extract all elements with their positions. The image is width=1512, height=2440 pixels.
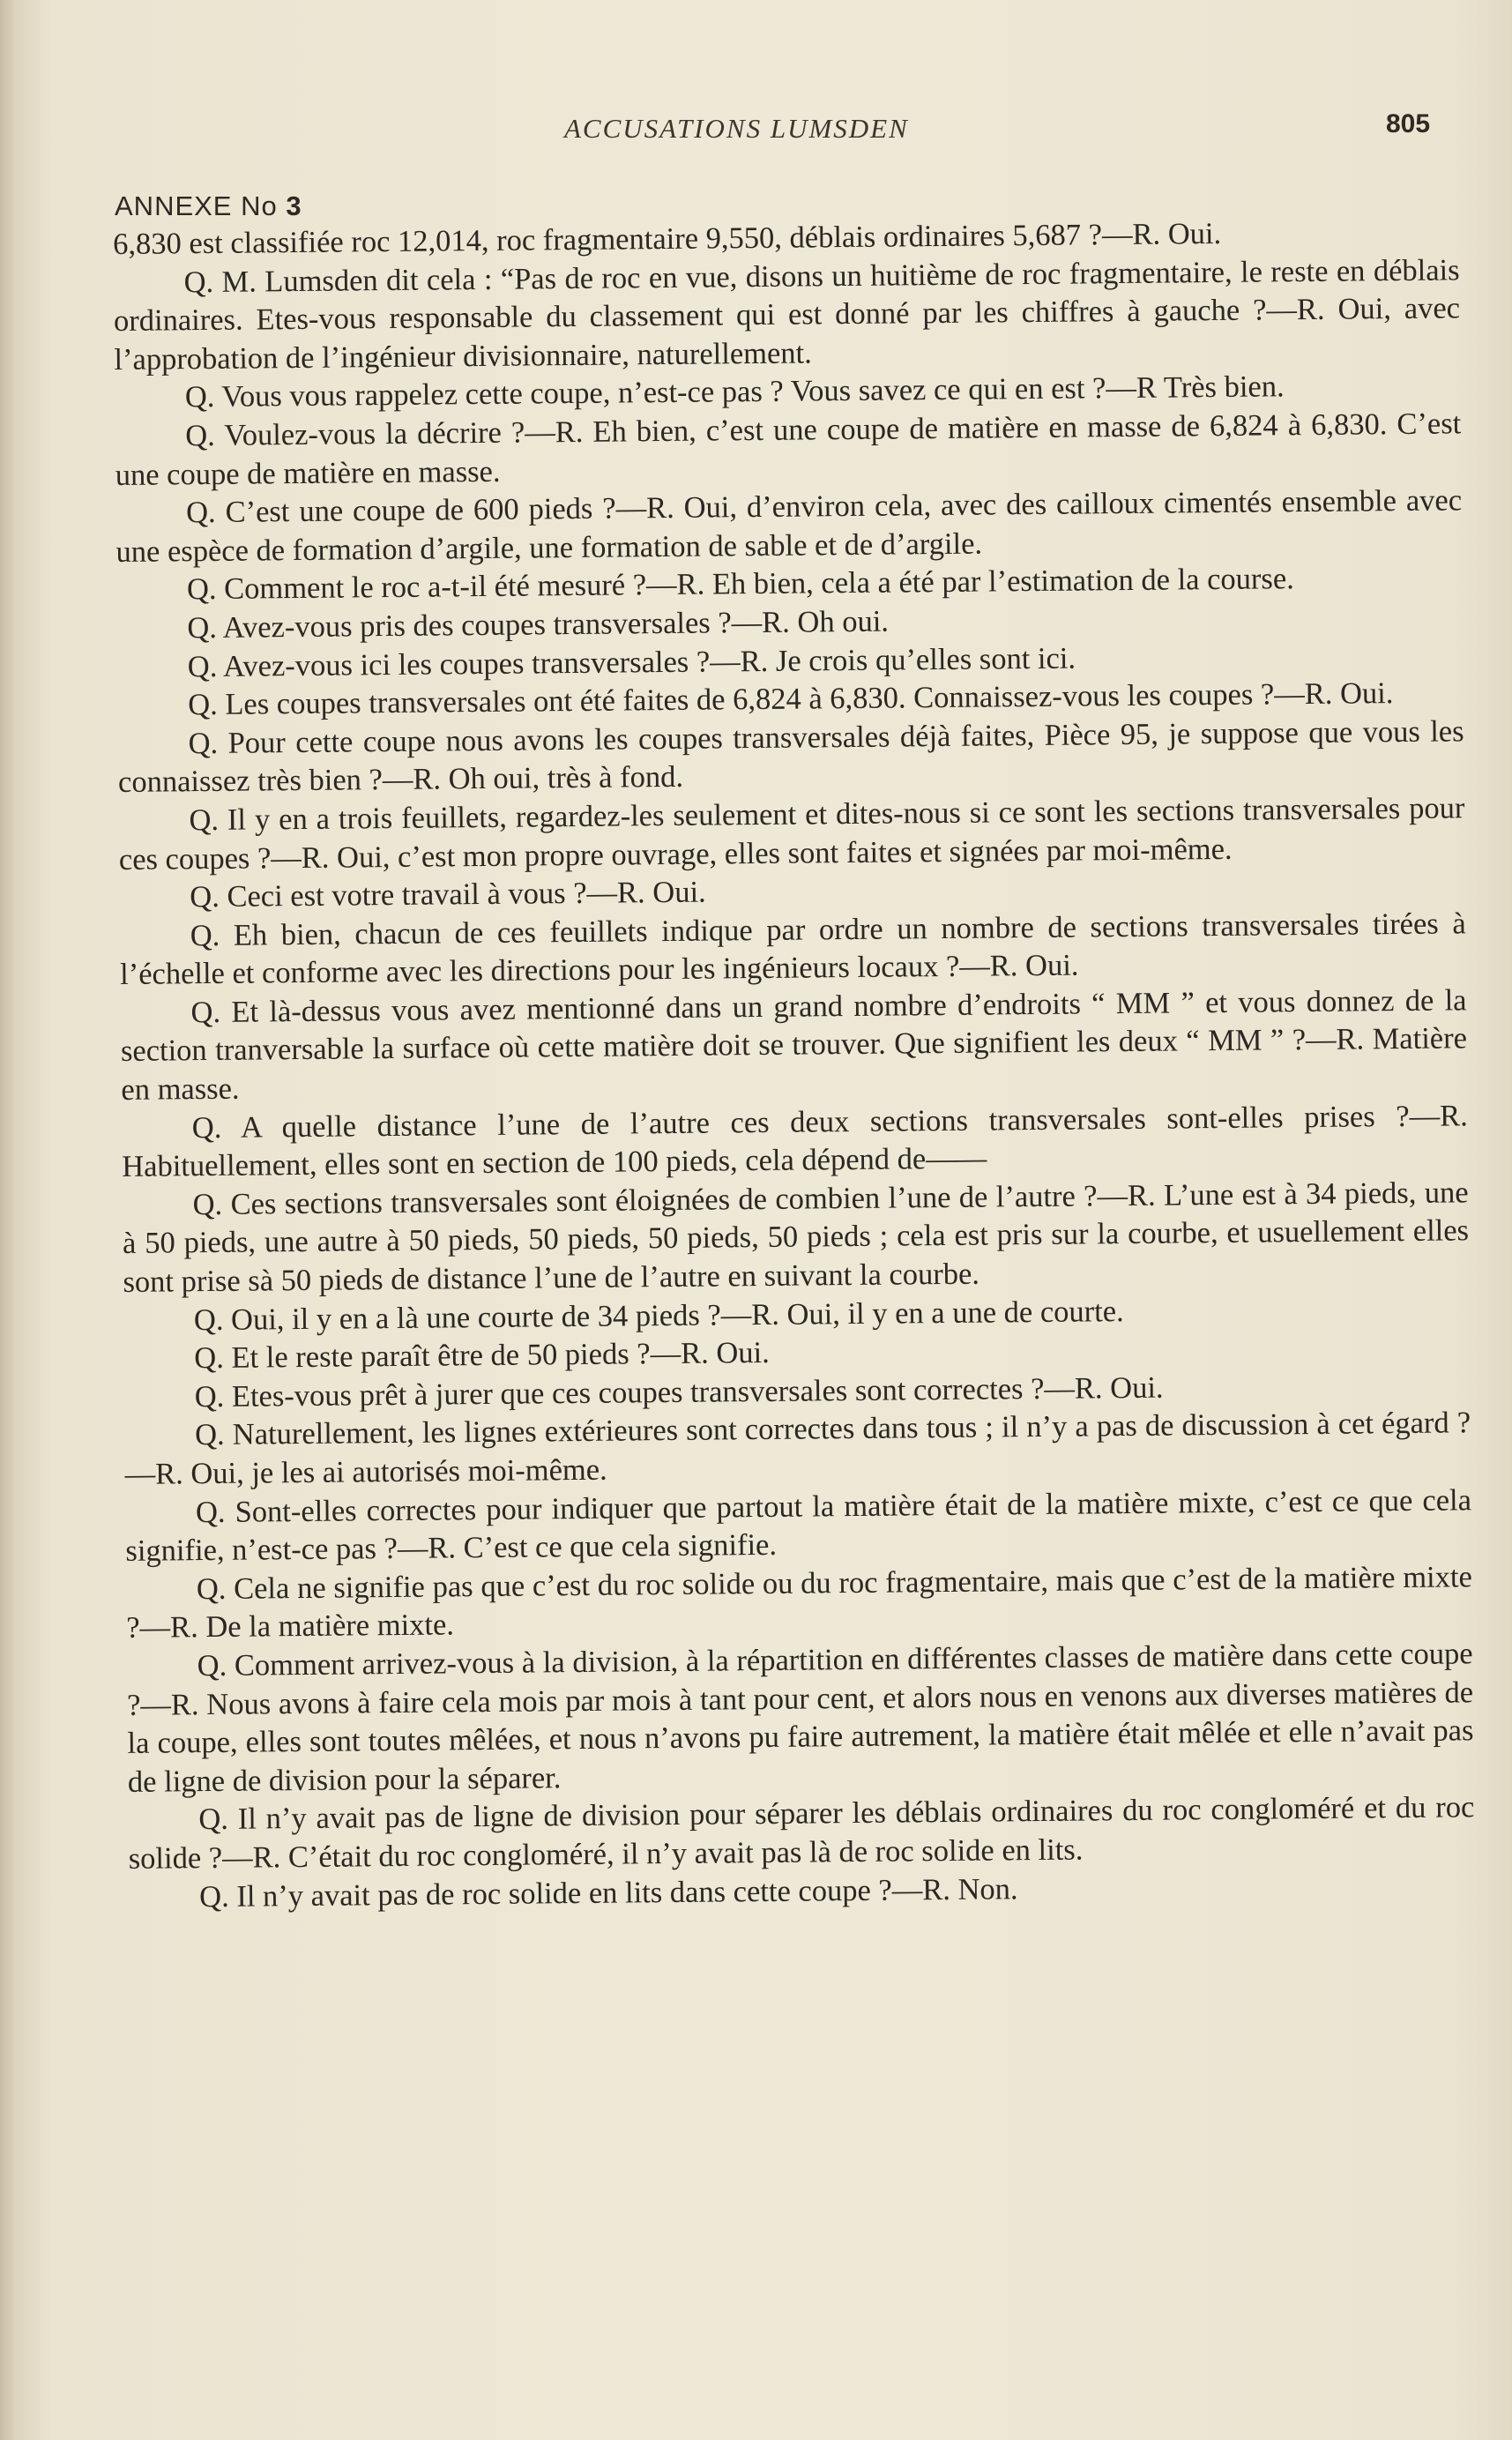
paragraph-question: Q. Ces sections transversales sont éloignées de combien l’une de l’autre ?—R. L’une est à 34 pieds, une à 50 pieds, une autre à 50 pieds, 50 pieds, 50 pieds, 50 pieds ; cela est pris sur la courbe, et usuellement elles sont prise sà 50 pieds de distance l’une de l’autre en suivant la courbe. [122, 1175, 1470, 1299]
annex-heading [115, 190, 302, 222]
paragraph-question: Q. M. Lumsden dit cela : “Pas de roc en vue, disons un huitième de roc fragmentaire, le reste en déblais ordinaires. Etes-vous responsable du classement qui est donné par les chiffres à gauche ?—R. Oui, avec l’approbation de l’ingénieur divisionnaire, naturellement. [113, 252, 1461, 377]
paragraph-question: Q. Il n’y avait pas de roc solide en lits dans cette coupe ?—R. Non. [199, 1871, 1018, 1914]
paragraph-question: Q. Pour cette coupe nous avons les coupes transversales déjà faites, Pièce 95, je suppose que vous les connaissez très bien ?—R. Oh oui, très à fond. [117, 714, 1464, 800]
paragraph-question: Q. Etes-vous prêt à jurer que ces coupes transversales sont correctes ?—R. Oui. [194, 1370, 1164, 1414]
paragraph-question: Q. Il y en a trois feuillets, regardez-les seulement et dites-nous si ce sont les sections transversales pour ces coupes ?—R. Oui, c’est mon propre ouvrage, elles sont faites et signées par moi-même. [118, 791, 1465, 877]
paragraph-question: Q. Les coupes transversales ont été faites de 6,824 à 6,830. Connaissez-vous les coupes ?—R. Oui. [188, 676, 1394, 722]
paragraph-question: Q. Il n’y avait pas de ligne de division pour séparer les déblais ordinaires du roc congloméré et du roc solide ?—R. C’était du roc congloméré, il n’y avait pas là de roc solide en lits. [128, 1790, 1475, 1876]
paragraph-question: Q. Ceci est votre travail à vous ?—R. Oui. [190, 875, 706, 914]
paragraph-question: Q. Vous vous rappelez cette coupe, n’est-ce pas ? Vous savez ce qui en est ?—R Très bien. [184, 369, 1285, 414]
paragraph-question: Q. Naturellement, les lignes extérieures sont correctes dans tous ; il n’y a pas de discussion à cet égard ?—R. Oui, je les ai autorisés moi-même. [124, 1406, 1471, 1491]
paragraph-question: Q. C’est une coupe de 600 pieds ?—R. Oui, d’environ cela, avec des cailloux cimentés ensemble avec une espèce de formation d’argile, une formation de sable et de d’argile. [115, 483, 1463, 569]
paragraph-question: Q. Cela ne signifie pas que c’est du roc solide ou du roc fragmentaire, mais que c’est de la matière mixte ?—R. De la matière mixte. [126, 1560, 1472, 1645]
paragraph-question: Q. Voulez-vous la décrire ?—R. Eh bien, c’est une coupe de matière en masse de 6,824 à 6,830. C’est une coupe de matière en masse. [115, 407, 1462, 492]
paragraph-question: Q. A quelle distance l’une de l’autre ces deux sections transversales sont-elles prises ?—R. Habituellement, elles sont en section de 100 pieds, cela dépend de—— [122, 1098, 1468, 1184]
body-text [113, 213, 1475, 1917]
annex-number: 3 [286, 190, 302, 221]
paragraph-question: Q. Sont-elles correctes pour indiquer que partout la matière était de la matière mixte, c’est ce que cela signifie, n’est-ce pas ?—R. C’est ce que cela signifie. [125, 1482, 1472, 1569]
paragraph-question: Q. Oui, il y en a là une courte de 34 pieds ?—R. Oui, il y en a une de courte. [193, 1294, 1124, 1337]
paragraph-question: Q. Avez-vous ici les coupes transversales ?—R. Je crois qu’elles sont ici. [187, 641, 1076, 683]
page-header [0, 104, 1512, 157]
paragraph-continuation: 6,830 est classifiée roc 12,014, roc fragmentaire 9,550, déblais ordinaires 5,687 ?—R. Oui. [113, 216, 1222, 261]
annex-label: ANNEXE No [115, 190, 278, 221]
paragraph-question: Q. Comment arrivez-vous à la division, à la répartition en différentes classes de matière dans cette coupe ?—R. Nous avons à faire cela mois par mois à tant pour cent, et alors nous en venons aux diverses matières de la coupe, elles sont toutes mêlées, et nous n’avons pu faire autrement, la matière était mêlée et elle n’avait pas de ligne de division pour la séparer. [126, 1637, 1474, 1799]
paragraph-question: Q. Comment le roc a-t-il été mesuré ?—R. Eh bien, cela a été par l’estimation de la course. [186, 562, 1294, 607]
paragraph-question: Q. Avez-vous pris des coupes transversales ?—R. Oh oui. [187, 604, 890, 645]
page-number: 805 [1386, 109, 1431, 138]
paragraph-question: Q. Et le reste paraît être de 50 pieds ?—R. Oui. [194, 1336, 770, 1376]
paragraph-question: Q. Et là-dessus vous avez mentionné dans un grand nombre d’endroits “ MM ” et vous donnez de la section tranversable la surface où cette matière doit se trouver. Que signifient les deux “ MM ” ?—R. Matière en masse. [120, 983, 1468, 1108]
running-title: ACCUSATIONS LUMSDEN [564, 113, 909, 144]
paragraph-question: Q. Eh bien, chacun de ces feuillets indique par ordre un nombre de sections transversales tirées à l’échelle et conforme avec les directions pour les ingénieurs locaux ?—R. Oui. [119, 906, 1466, 992]
